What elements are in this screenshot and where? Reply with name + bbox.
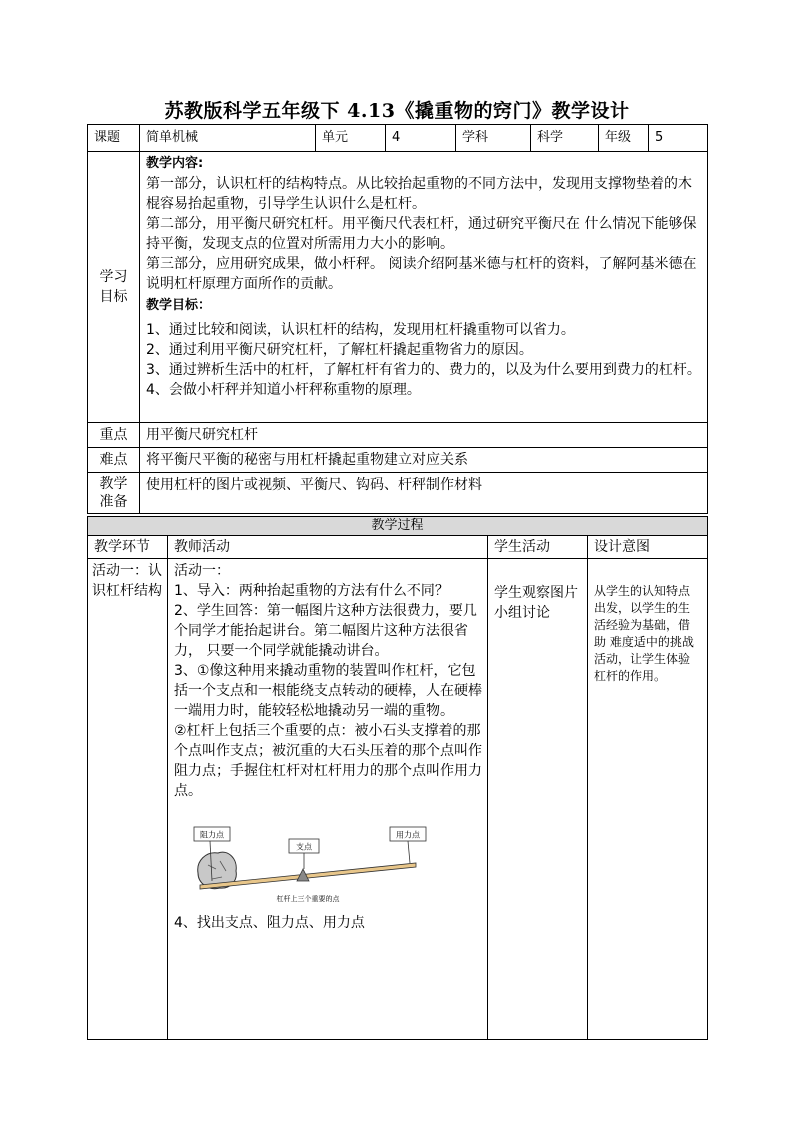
- column-header: 教学环节: [88, 536, 168, 559]
- preparation-label: 教学准备: [88, 473, 140, 514]
- effort-label: 用力点: [396, 830, 420, 840]
- goal-item: 2、通过利用平衡尺研究杠杆，了解杠杆撬起重物省力的原因。: [146, 342, 533, 358]
- column-header: 设计意图: [588, 536, 708, 559]
- unit-value: 4: [386, 125, 456, 152]
- lesson-info-table: [87, 124, 708, 514]
- teacher-line: 活动一：: [174, 563, 230, 579]
- process-title-row: [88, 517, 708, 536]
- subject-label: 学科: [456, 125, 531, 152]
- content-heading: 教学内容:: [146, 156, 204, 171]
- teacher-line: 4、找出支点、阻力点、用力点: [174, 915, 365, 931]
- content-paragraph: 第一部分，认识杠杆的结构特点。从比较抬起重物的不同方法中，发现用支撑物垫着的木棍容易抬起重物，引导学生认识什么是杠杆。: [146, 176, 692, 212]
- column-header: 学生活动: [488, 536, 588, 559]
- difficulty-label: 难点: [88, 448, 140, 473]
- teacher-line: 3、①像这种用来撬动重物的装置叫作杠杆，它包括一个支点和一根能绕支点转动的硬棒，人在硬棒一端用力时，能较轻松地撬动另一端的重物。: [174, 663, 482, 719]
- objectives-content: [140, 152, 708, 423]
- lever-figure: [190, 825, 440, 907]
- process-table: [87, 516, 708, 1040]
- design-intent: 从学生的认知特点出发，以学生的生活经验为基础，借助 难度适中的挑战活动，让学生体验杠杆的作用。: [588, 559, 708, 1040]
- activity-row: [88, 559, 708, 1040]
- grade-label: 年级: [599, 125, 649, 152]
- process-title: 教学过程: [88, 517, 708, 536]
- grade-value: 5: [649, 125, 708, 152]
- objectives-row: [88, 152, 708, 423]
- teacher-activity: [168, 559, 488, 1040]
- key-point-row: [88, 423, 708, 448]
- header-row: [88, 125, 708, 152]
- effort-pointer: [408, 841, 410, 863]
- lever-diagram: [190, 825, 483, 913]
- goals-heading: 教学目标：: [146, 298, 212, 313]
- subject-value: 科学: [531, 125, 599, 152]
- objectives-label: 学习目标: [88, 152, 140, 423]
- goal-item: 1、通过比较和阅读，认识杠杆的结构，发现用杠杆撬重物可以省力。: [146, 322, 575, 338]
- preparation-value: 使用杠杆的图片或视频、平衡尺、钩码、杆秤制作材料: [140, 473, 708, 514]
- topic-label: 课题: [88, 125, 140, 152]
- content-paragraph: 第二部分，用平衡尺研究杠杆。用平衡尺代表杠杆，通过研究平衡尺在 什么情况下能够保持平衡，发现支点的位置对所需用力大小的影响。: [146, 216, 697, 252]
- goal-item: 4、会做小杆秤并知道小杆秤称重物的原理。: [146, 382, 421, 398]
- difficulty-row: [88, 448, 708, 473]
- difficulty-value: 将平衡尺平衡的秘密与用杠杆撬起重物建立对应关系: [140, 448, 708, 473]
- process-header-row: [88, 536, 708, 559]
- resistance-label: 阻力点: [200, 830, 224, 840]
- topic-value: 简单机械: [140, 125, 316, 152]
- fulcrum-label: 支点: [296, 842, 312, 852]
- teacher-line: ②杠杆上包括三个重要的点：被小石头支撑着的那个点叫作支点；被沉重的大石头压着的那个点叫作阻力点；手握住杠杆对杠杆用力的那个点叫作用力点。: [174, 723, 482, 799]
- key-point-label: 重点: [88, 423, 140, 448]
- page-title: 苏教版科学五年级下 4.13《撬重物的窍门》教学设计: [164, 100, 630, 122]
- teacher-line: 1、导入：两种抬起重物的方法有什么不同？: [174, 583, 449, 599]
- column-header: 教师活动: [168, 536, 488, 559]
- goal-item: 3、通过辨析生活中的杠杆，了解杠杆有省力的、费力的，以及为什么要用到费力的杠杆。: [146, 362, 701, 378]
- teacher-line: 2、学生回答：第一幅图片这种方法很费力，要几个同学才能抬起讲台。第二幅图片这种方法很省力， 只要一个同学就能撬动讲台。: [174, 603, 477, 659]
- student-activity: 学生观察图片小组讨论: [488, 559, 588, 1040]
- unit-label: 单元: [316, 125, 386, 152]
- diagram-caption: 杠杆上三个重要的点: [276, 895, 340, 903]
- activity-name: 活动一：认识杠杆结构: [88, 559, 168, 1040]
- key-point-value: 用平衡尺研究杠杆: [140, 423, 708, 448]
- content-paragraph: 第三部分，应用研究成果，做小杆秤。 阅读介绍阿基米德与杠杆的资料，了解阿基米德在说明杠杆原理方面所作的贡献。: [146, 256, 697, 292]
- preparation-row: [88, 473, 708, 514]
